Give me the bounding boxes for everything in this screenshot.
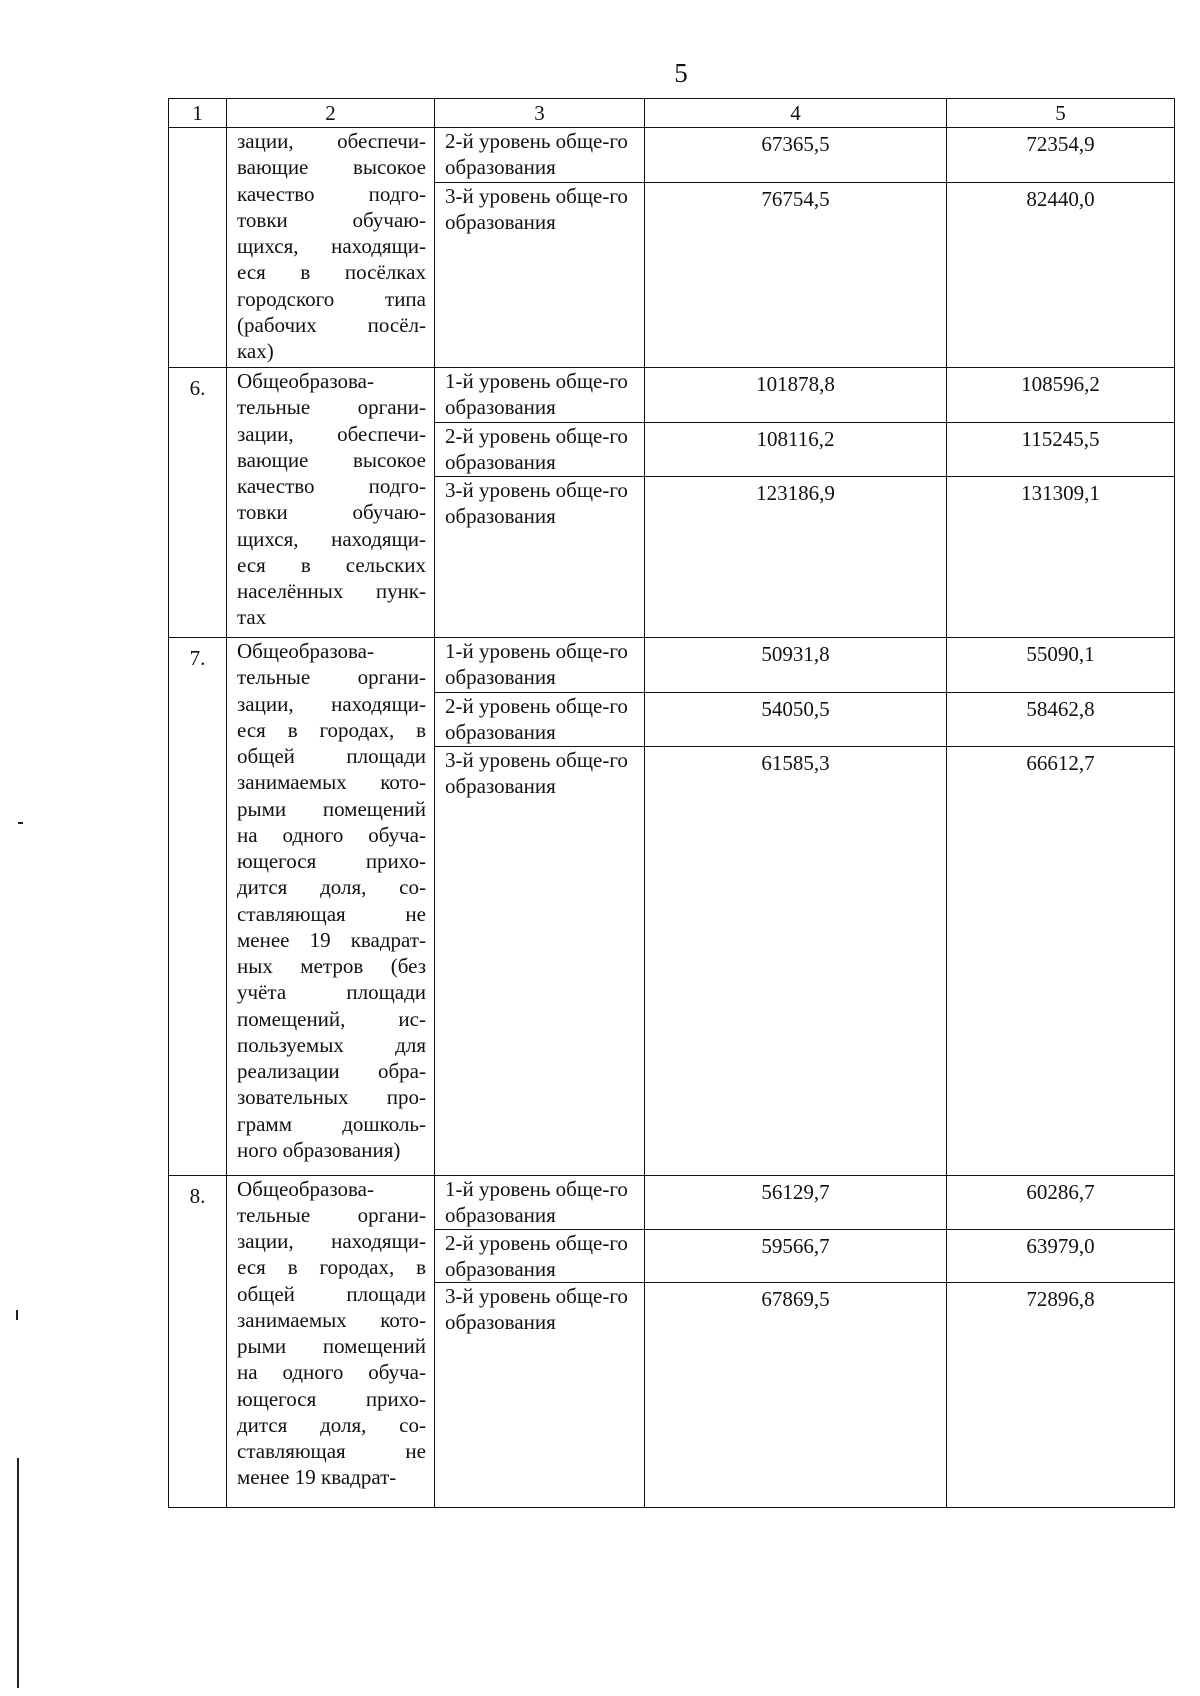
description-line: вающие высокое xyxy=(237,155,426,180)
value-column-4: 101878,8 xyxy=(645,368,947,423)
row-number xyxy=(169,128,227,368)
description-line: зации, обеспечи- xyxy=(237,421,426,446)
education-level: 3-й уровень обще-го образования xyxy=(435,477,645,638)
description-line: еся в сельских xyxy=(237,552,426,577)
description-line: помещений, ис- xyxy=(237,1006,426,1031)
education-level: 1-й уровень обще-го образования xyxy=(435,368,645,423)
value-column-5: 63979,0 xyxy=(947,1229,1175,1283)
value-column-4: 59566,7 xyxy=(645,1229,947,1283)
description-line: ках) xyxy=(237,339,274,363)
page-number: 5 xyxy=(674,58,688,88)
header-cell-4: 4 xyxy=(645,99,947,128)
description-line: Общеобразова- xyxy=(237,639,374,663)
description-line: товки обучаю- xyxy=(237,207,426,232)
description-line: (рабочих посёл- xyxy=(237,312,426,337)
description-line: качество подго- xyxy=(237,181,426,206)
description-line: ставляющая не xyxy=(237,901,426,926)
header-cell-5: 5 xyxy=(947,99,1175,128)
description-line: ющегося прихо- xyxy=(237,1386,426,1411)
scan-margin-line xyxy=(17,1458,19,1688)
value-column-5: 60286,7 xyxy=(947,1175,1175,1229)
description-line: щихся, находящи- xyxy=(237,234,426,258)
description-line: на одного обуча- xyxy=(237,822,426,847)
description-line: реализации обра- xyxy=(237,1059,426,1083)
value-column-5: 72896,8 xyxy=(947,1283,1175,1508)
description-line: тах xyxy=(237,605,267,630)
description-line: зации, обеспечи- xyxy=(237,129,426,153)
description-line: еся в городах, в xyxy=(237,717,426,742)
education-level: 2-й уровень обще-го образования xyxy=(435,423,645,477)
value-column-5: 108596,2 xyxy=(947,368,1175,423)
description-line: городского типа xyxy=(237,286,426,311)
scan-margin-dash xyxy=(18,822,23,824)
description-line: дится доля, со- xyxy=(237,875,426,900)
value-column-5: 82440,0 xyxy=(947,183,1175,368)
description-line: грамм дошколь- xyxy=(237,1111,426,1136)
education-level: 3-й уровень обще-го образования xyxy=(435,183,645,368)
value-column-4: 67365,5 xyxy=(645,128,947,183)
description-line: рыми помещений xyxy=(237,796,426,821)
table-body xyxy=(169,99,1175,1508)
description-line: рыми помещений xyxy=(237,1334,426,1358)
education-level: 3-й уровень обще-го образования xyxy=(435,1283,645,1508)
organization-description xyxy=(227,128,435,368)
table-row xyxy=(169,1175,1175,1229)
table-row xyxy=(169,368,1175,423)
table-row xyxy=(169,128,1175,183)
education-level: 3-й уровень обще-го образования xyxy=(435,746,645,1175)
header-cell-3: 3 xyxy=(435,99,645,128)
row-number: 6. xyxy=(169,368,227,638)
organization-description xyxy=(227,1175,435,1508)
value-column-5: 131309,1 xyxy=(947,477,1175,638)
description-line: ставляющая не xyxy=(237,1439,426,1463)
tariff-table xyxy=(168,98,1175,1508)
description-line: занимаемых кото- xyxy=(237,770,426,795)
education-level: 1-й уровень обще-го образования xyxy=(435,1175,645,1229)
value-column-4: 50931,8 xyxy=(645,638,947,693)
description-line: зовательных про- xyxy=(237,1085,426,1110)
description-line: общей площади xyxy=(237,1281,426,1306)
description-line: тельные органи- xyxy=(237,395,426,420)
row-number: 8. xyxy=(169,1175,227,1508)
description-line: зации, находящи- xyxy=(237,1229,426,1253)
header-row xyxy=(169,99,1175,128)
description-line: зации, находящи- xyxy=(237,691,426,716)
description-line: учёта площади xyxy=(237,980,426,1005)
description-line: еся в городах, в xyxy=(237,1255,426,1280)
description-line: на одного обуча- xyxy=(237,1360,426,1385)
description-line: качество подго- xyxy=(237,474,426,498)
value-column-4: 123186,9 xyxy=(645,477,947,638)
value-column-4: 76754,5 xyxy=(645,183,947,368)
value-column-5: 115245,5 xyxy=(947,423,1175,477)
value-column-5: 66612,7 xyxy=(947,746,1175,1175)
organization-description xyxy=(227,638,435,1176)
value-column-5: 55090,1 xyxy=(947,638,1175,693)
description-line: тельные органи- xyxy=(237,665,426,690)
table-row xyxy=(169,638,1175,693)
description-line: дится доля, со- xyxy=(237,1412,426,1437)
scan-margin-dot xyxy=(16,1310,18,1320)
description-line: менее 19 квадрат- xyxy=(237,1465,397,1490)
value-column-4: 54050,5 xyxy=(645,693,947,747)
organization-description xyxy=(227,368,435,638)
header-cell-2: 2 xyxy=(227,99,435,128)
value-column-5: 72354,9 xyxy=(947,128,1175,183)
education-level: 2-й уровень обще-го образования xyxy=(435,693,645,747)
description-line: Общеобразова- xyxy=(237,369,374,393)
description-line: тельные органи- xyxy=(237,1202,426,1227)
description-line: товки обучаю- xyxy=(237,500,426,525)
education-level: 2-й уровень обще-го образования xyxy=(435,128,645,183)
description-line: щихся, находящи- xyxy=(237,526,426,551)
value-column-4: 67869,5 xyxy=(645,1283,947,1508)
value-column-4: 56129,7 xyxy=(645,1175,947,1229)
description-line: ных метров (без xyxy=(237,954,426,978)
description-line: вающие высокое xyxy=(237,447,426,472)
description-line: Общеобразова- xyxy=(237,1176,374,1201)
description-line: ного образования) xyxy=(237,1137,401,1162)
value-column-4: 61585,3 xyxy=(645,746,947,1175)
description-line: населённых пунк- xyxy=(237,579,426,603)
description-line: пользуемых для xyxy=(237,1032,426,1057)
row-number: 7. xyxy=(169,638,227,1176)
description-line: еся в посёлках xyxy=(237,260,426,285)
description-line: общей площади xyxy=(237,744,426,768)
description-line: ющегося прихо- xyxy=(237,849,426,873)
description-line: занимаемых кото- xyxy=(237,1307,426,1332)
education-level: 2-й уровень обще-го образования xyxy=(435,1229,645,1283)
value-column-5: 58462,8 xyxy=(947,693,1175,747)
education-level: 1-й уровень обще-го образования xyxy=(435,638,645,693)
header-cell-1: 1 xyxy=(169,99,227,128)
value-column-4: 108116,2 xyxy=(645,423,947,477)
description-line: менее 19 квадрат- xyxy=(237,927,426,952)
